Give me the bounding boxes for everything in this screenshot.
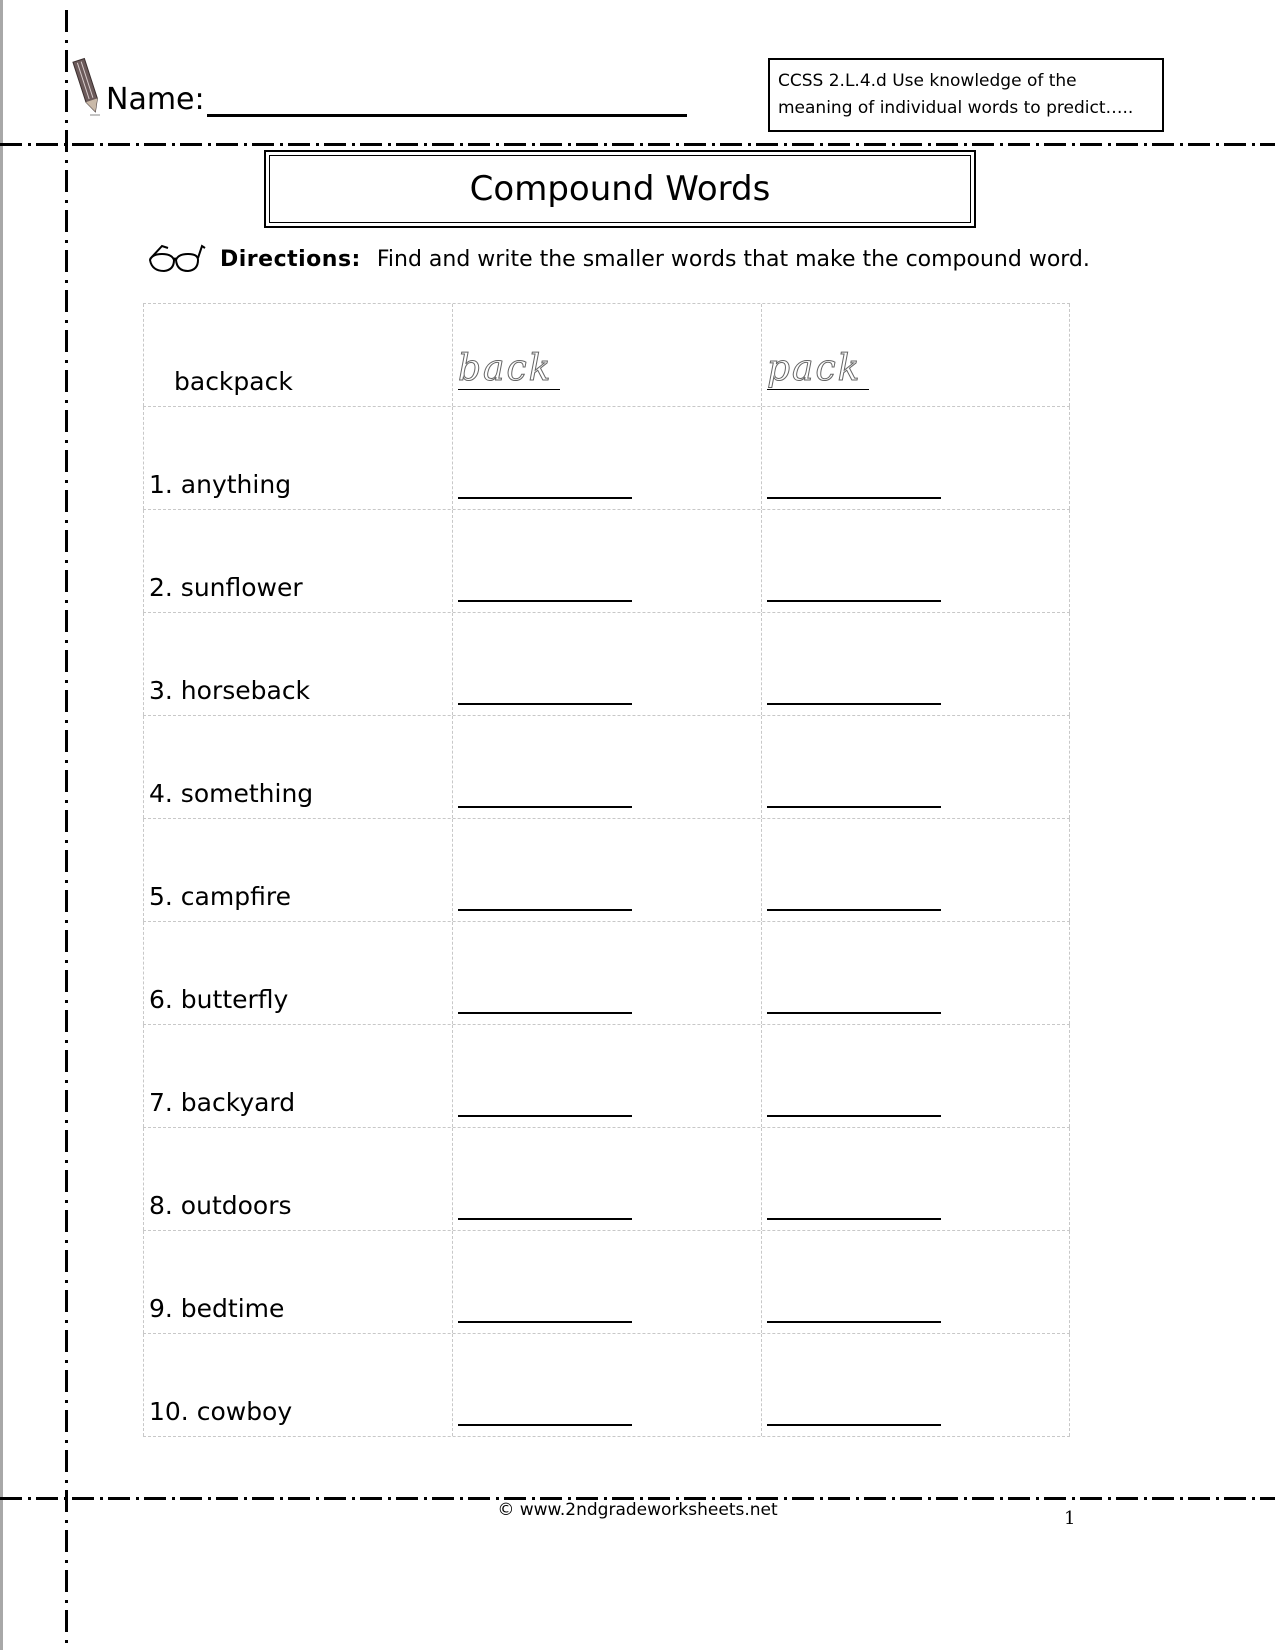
answer-line-2[interactable] <box>767 1321 941 1323</box>
name-input-line[interactable] <box>207 86 687 117</box>
table-row <box>143 1024 1070 1127</box>
page-title: Compound Words <box>469 169 771 209</box>
standards-line-1: CCSS 2.L.4.d Use knowledge of the <box>778 71 1077 91</box>
copyright-footer: © www.2ndgradeworksheets.net <box>497 1500 778 1520</box>
answer-line-1[interactable] <box>458 1115 632 1117</box>
answer-line-2[interactable] <box>767 1424 941 1426</box>
answer-line-2[interactable] <box>767 1115 941 1117</box>
answer-line-1[interactable] <box>458 1424 632 1426</box>
directions <box>148 242 1090 276</box>
answer-line-1[interactable] <box>458 806 632 808</box>
answer-line-1[interactable] <box>458 1012 632 1014</box>
answer-line-2[interactable] <box>767 600 941 602</box>
standards-box <box>768 58 1164 132</box>
example-part-1-traced: back <box>458 349 560 390</box>
compound-word: 3. horseback <box>149 676 311 705</box>
answer-line-1[interactable] <box>458 1321 632 1323</box>
answer-line-2[interactable] <box>767 703 941 705</box>
compound-word: 2. sunflower <box>149 573 303 602</box>
compound-word: 4. something <box>149 779 314 808</box>
table-row <box>143 715 1070 818</box>
compound-word: 8. outdoors <box>149 1191 292 1220</box>
answer-line-1[interactable] <box>458 1218 632 1220</box>
glasses-icon <box>148 242 206 276</box>
example-word: backpack <box>174 367 293 396</box>
directions-text: Find and write the smaller words that make the compound word. <box>376 246 1090 272</box>
table-row <box>143 1127 1070 1230</box>
directions-label: Directions: <box>220 246 361 272</box>
compound-word: 10. cowboy <box>149 1397 293 1426</box>
margin-guide-vertical <box>65 10 68 1650</box>
table-row <box>143 818 1070 921</box>
compound-word: 5. campfire <box>149 882 291 911</box>
table-row <box>143 1333 1070 1437</box>
example-part-2-traced: pack <box>767 349 869 390</box>
name-field-row <box>72 55 687 117</box>
answer-line-2[interactable] <box>767 1218 941 1220</box>
compound-word: 1. anything <box>149 470 292 499</box>
table-row <box>143 406 1070 509</box>
compound-word: 9. bedtime <box>149 1294 285 1323</box>
answer-line-2[interactable] <box>767 1012 941 1014</box>
answer-line-1[interactable] <box>458 497 632 499</box>
table-row <box>143 1230 1070 1333</box>
answer-line-2[interactable] <box>767 909 941 911</box>
worksheet-table <box>143 303 1070 1437</box>
table-row <box>143 509 1070 612</box>
name-label: Name: <box>106 82 205 117</box>
table-row <box>143 921 1070 1024</box>
compound-word: 6. butterfly <box>149 985 289 1014</box>
answer-line-1[interactable] <box>458 600 632 602</box>
cut-line-top <box>0 143 1275 146</box>
answer-line-1[interactable] <box>458 909 632 911</box>
page-number: 1 <box>1064 1508 1076 1529</box>
table-row <box>143 612 1070 715</box>
answer-line-2[interactable] <box>767 806 941 808</box>
example-row <box>143 303 1070 406</box>
answer-line-1[interactable] <box>458 703 632 705</box>
page-edge <box>0 0 3 1650</box>
compound-word: 7. backyard <box>149 1088 296 1117</box>
title-box <box>264 150 976 228</box>
standards-line-2: meaning of individual words to predict….. <box>778 98 1134 118</box>
pencil-icon <box>72 55 102 117</box>
answer-line-2[interactable] <box>767 497 941 499</box>
